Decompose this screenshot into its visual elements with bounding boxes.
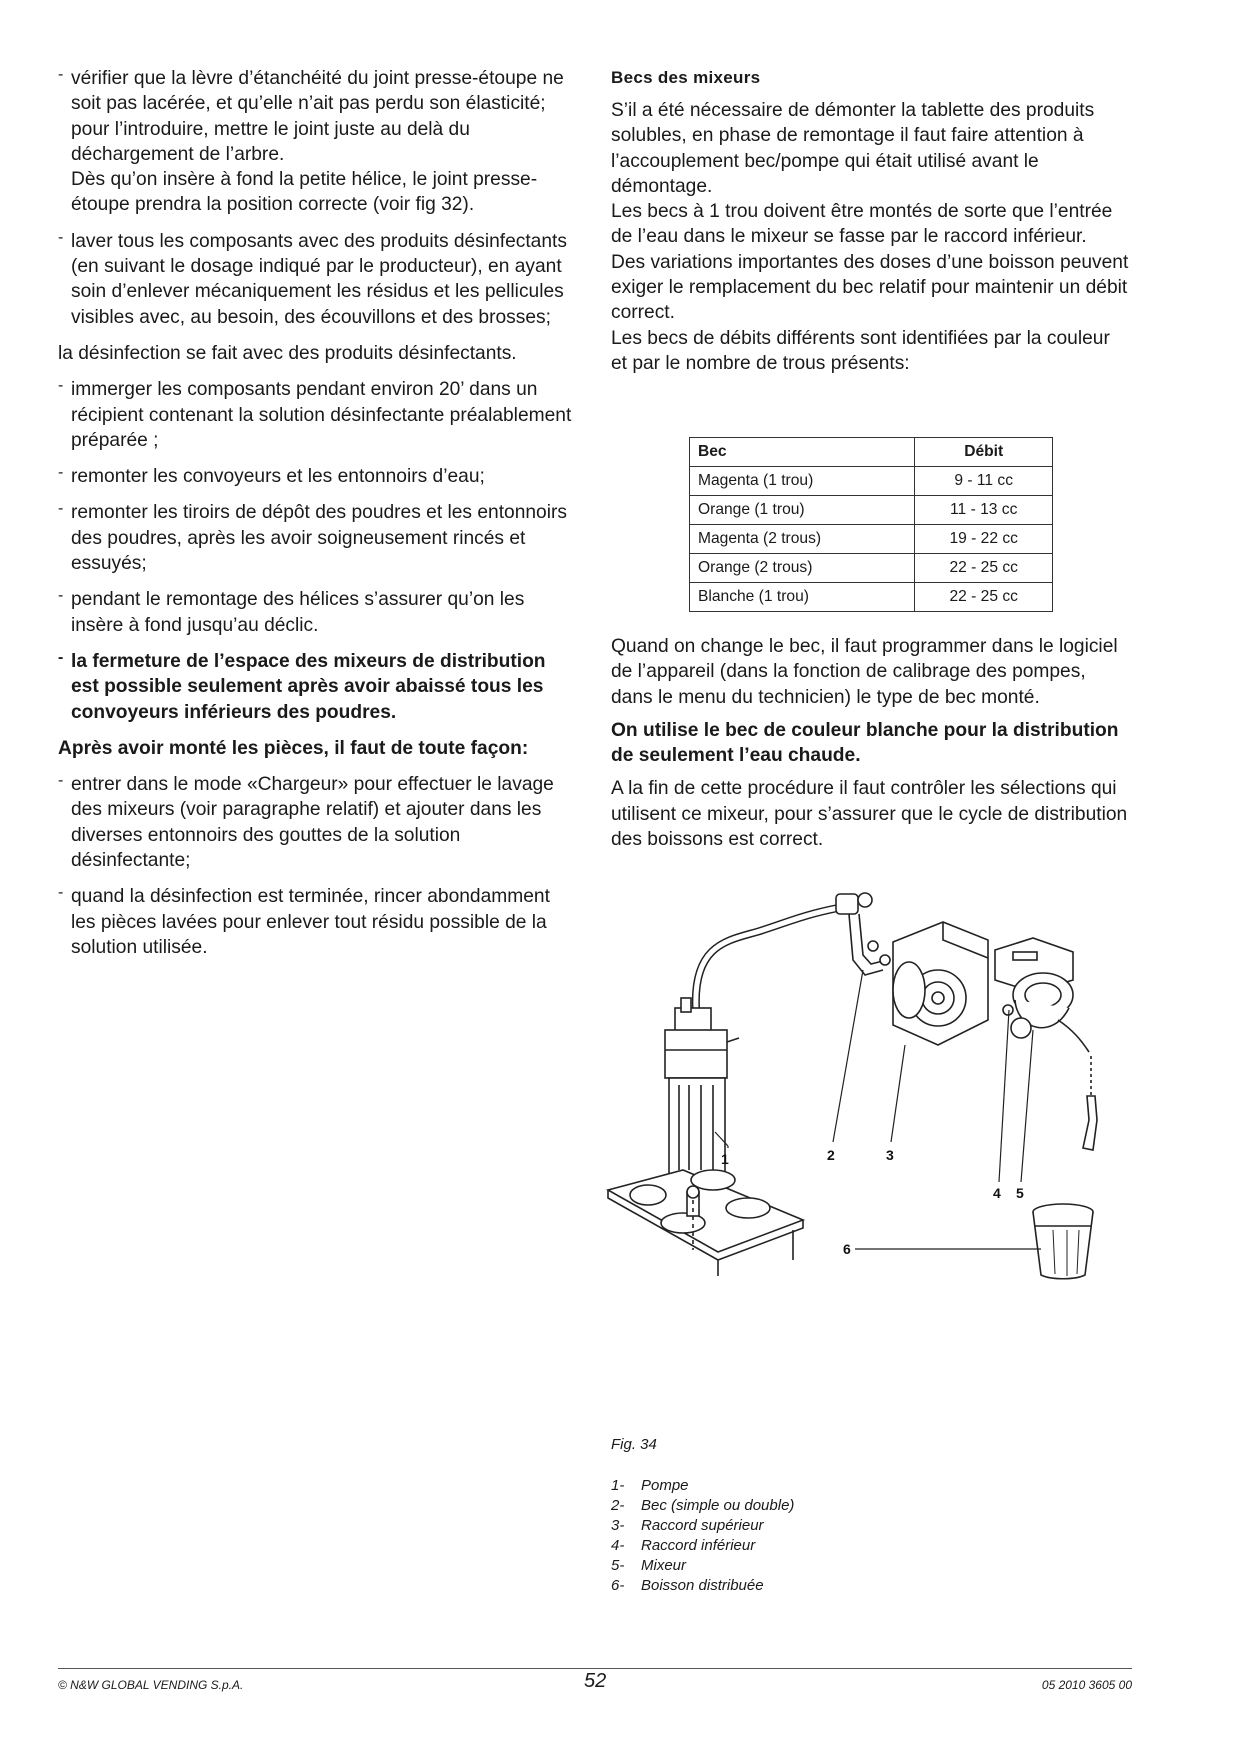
cell-debit: 22 - 25 cc xyxy=(915,554,1053,583)
mixer-icon xyxy=(868,922,1089,1052)
left-column xyxy=(58,66,578,971)
paragraph: Des variations importantes des doses d’une boisson peuvent exiger le remplacement du bec relatif pour maintenir un débit correct. xyxy=(611,251,1129,324)
list-item-text: - la fermeture de l’espace des mixeurs de distribution est possible seulement après avoir abaissé tous les convoyeurs inférieurs des poudres. xyxy=(71,650,546,723)
right-column xyxy=(611,66,1131,376)
tube-icon xyxy=(696,908,838,1008)
callout-6: 6 xyxy=(843,1241,851,1257)
paragraph: A la fin de cette procédure il faut contrôler les sélections qui utilisent ce mixeur, pour s’assurer que le cycle de distribution des boissons est correct. xyxy=(611,778,1128,851)
legend-item xyxy=(611,1496,794,1516)
disinfection-note: la désinfection se fait avec des produits désinfectants. xyxy=(58,342,517,364)
legend-item xyxy=(611,1576,794,1596)
legend-num: 1- xyxy=(611,1477,625,1494)
legend-num: 3- xyxy=(611,1517,625,1534)
list-item-text: - laver tous les composants avec des produits désinfectants (en suivant le dosage indiqué par le producteur), en ayant soin d’enlever mécaniquement les résidus et les pellicules visibles avec, au besoin, des écouvillons et des brosses; xyxy=(71,230,567,328)
list-item-continuation: Dès qu’on insère à fond la petite hélice, le joint presse-étoupe prendra la position correcte (voir fig 32). xyxy=(71,169,538,216)
cell-bec: Magenta (2 trous) xyxy=(690,525,915,554)
list-item xyxy=(58,884,578,960)
table-row xyxy=(690,554,1053,583)
right-column-lower xyxy=(611,634,1131,852)
legend-text: Mixeur xyxy=(641,1557,687,1574)
list-item-text: - immerger les composants pendant environ 20’ dans un récipient contenant la solution désinfectante préalablement préparée ; xyxy=(71,379,572,451)
list-item-text: - remonter les tiroirs de dépôt des poudres et les entonnoirs des poudres, après les avoir soigneusement rincés et essuyés; xyxy=(71,502,567,575)
legend-text: Boisson distribuée xyxy=(641,1577,764,1594)
legend-text: Bec (simple ou double) xyxy=(641,1497,795,1514)
table-row xyxy=(690,525,1053,554)
list-item-text: - quand la désinfection est terminée, rincer abondamment les pièces lavées pour enlever tout résidu possible de la solution utilisée. xyxy=(71,886,550,958)
paragraph: Les becs à 1 trou doivent être montés de sorte que l’entrée de l’eau dans le mixeur se fasse par le raccord inférieur. xyxy=(611,201,1113,248)
list-item xyxy=(58,66,578,218)
list-item-text: - entrer dans le mode «Chargeur» pour effectuer le lavage des mixeurs (voir paragraphe relatif) et ajouter dans les diverses entonnoirs des gouttes de la solution désinfectante; xyxy=(71,774,554,872)
list-item xyxy=(58,377,578,453)
cup-icon xyxy=(1033,1204,1093,1279)
cell-debit: 22 - 25 cc xyxy=(915,583,1053,612)
table-row xyxy=(690,496,1053,525)
callout-5: 5 xyxy=(1016,1185,1024,1201)
legend-text: Raccord supérieur xyxy=(641,1517,764,1534)
nozzle-flow-table xyxy=(689,437,1053,612)
footer-divider xyxy=(58,1668,1132,1669)
list-item xyxy=(58,229,578,330)
bold-note: On utilise le bec de couleur blanche pour la distribution de seulement l’eau chaude. xyxy=(611,719,1119,767)
document-code: 05 2010 3605 00 xyxy=(1041,1678,1132,1692)
list-item-text: - pendant le remontage des hélices s’assurer qu’on les insère à fond jusqu’au déclic. xyxy=(71,589,525,636)
callout-1: 1 xyxy=(721,1151,729,1167)
list-item xyxy=(58,500,578,576)
table-header-row xyxy=(690,438,1053,467)
nozzle-icon xyxy=(836,893,887,975)
pump-icon xyxy=(665,998,739,1198)
legend-item xyxy=(611,1536,794,1556)
page-number: 52 xyxy=(584,1670,607,1692)
list-item xyxy=(58,772,578,873)
paragraph: S’il a été nécessaire de démonter la tablette des produits solubles, en phase de remontage il faut faire attention à l’accouplement bec/pompe qui était utilisé avant le démontage. xyxy=(611,100,1095,197)
list-item xyxy=(58,464,578,489)
legend-item xyxy=(611,1556,794,1576)
base-plate-icon xyxy=(608,1170,803,1276)
legend-num: 6- xyxy=(611,1577,625,1594)
mixer-assembly-figure xyxy=(603,880,1143,1360)
cell-bec: Orange (2 trous) xyxy=(690,554,915,583)
cell-debit: 11 - 13 cc xyxy=(915,496,1053,525)
figure-caption: Fig. 34 xyxy=(611,1436,657,1453)
legend-text: Raccord inférieur xyxy=(641,1537,756,1554)
cell-debit: 9 - 11 cc xyxy=(915,467,1053,496)
cell-bec: Magenta (1 trou) xyxy=(690,467,915,496)
paragraph: Les becs de débits différents sont identifiées par la couleur et par le nombre de trous présents: xyxy=(611,327,1110,374)
legend-num: 2- xyxy=(611,1497,625,1514)
figure-legend xyxy=(611,1476,794,1596)
callout-2: 2 xyxy=(827,1147,835,1163)
footer-copyright: © N&W GLOBAL VENDING S.p.A. xyxy=(58,1678,244,1692)
list-item-text: - vérifier que la lèvre d’étanchéité du joint presse-étoupe ne soit pas lacérée, et qu’elle n’ait pas perdu son élasticité; pour l’introduire, mettre le joint juste au delà du déchargement de l’arbre. xyxy=(71,68,564,165)
list-item-bold xyxy=(58,649,578,725)
cell-bec: Blanche (1 trou) xyxy=(690,583,915,612)
column-header-bec: Bec xyxy=(690,438,915,467)
legend-item xyxy=(611,1516,794,1536)
table-row xyxy=(690,583,1053,612)
cell-bec: Orange (1 trou) xyxy=(690,496,915,525)
section-heading: Becs des mixeurs xyxy=(611,68,761,87)
table-row xyxy=(690,467,1053,496)
after-assembly-heading: Après avoir monté les pièces, il faut de toute façon: xyxy=(58,737,529,759)
legend-num: 5- xyxy=(611,1557,625,1574)
paragraph: Quand on change le bec, il faut programmer dans le logiciel de l’appareil (dans la fonction de calibrage des pompes, dans le menu du technicien) le type de bec monté. xyxy=(611,636,1118,708)
callout-4: 4 xyxy=(993,1185,1001,1201)
legend-num: 4- xyxy=(611,1537,625,1554)
column-header-debit: Débit xyxy=(915,438,1053,467)
callout-3: 3 xyxy=(886,1147,894,1163)
list-item xyxy=(58,587,578,638)
legend-text: Pompe xyxy=(641,1477,689,1494)
cell-debit: 19 - 22 cc xyxy=(915,525,1053,554)
legend-item xyxy=(611,1476,794,1496)
list-item-text: - remonter les convoyeurs et les entonnoirs d’eau; xyxy=(71,466,485,488)
